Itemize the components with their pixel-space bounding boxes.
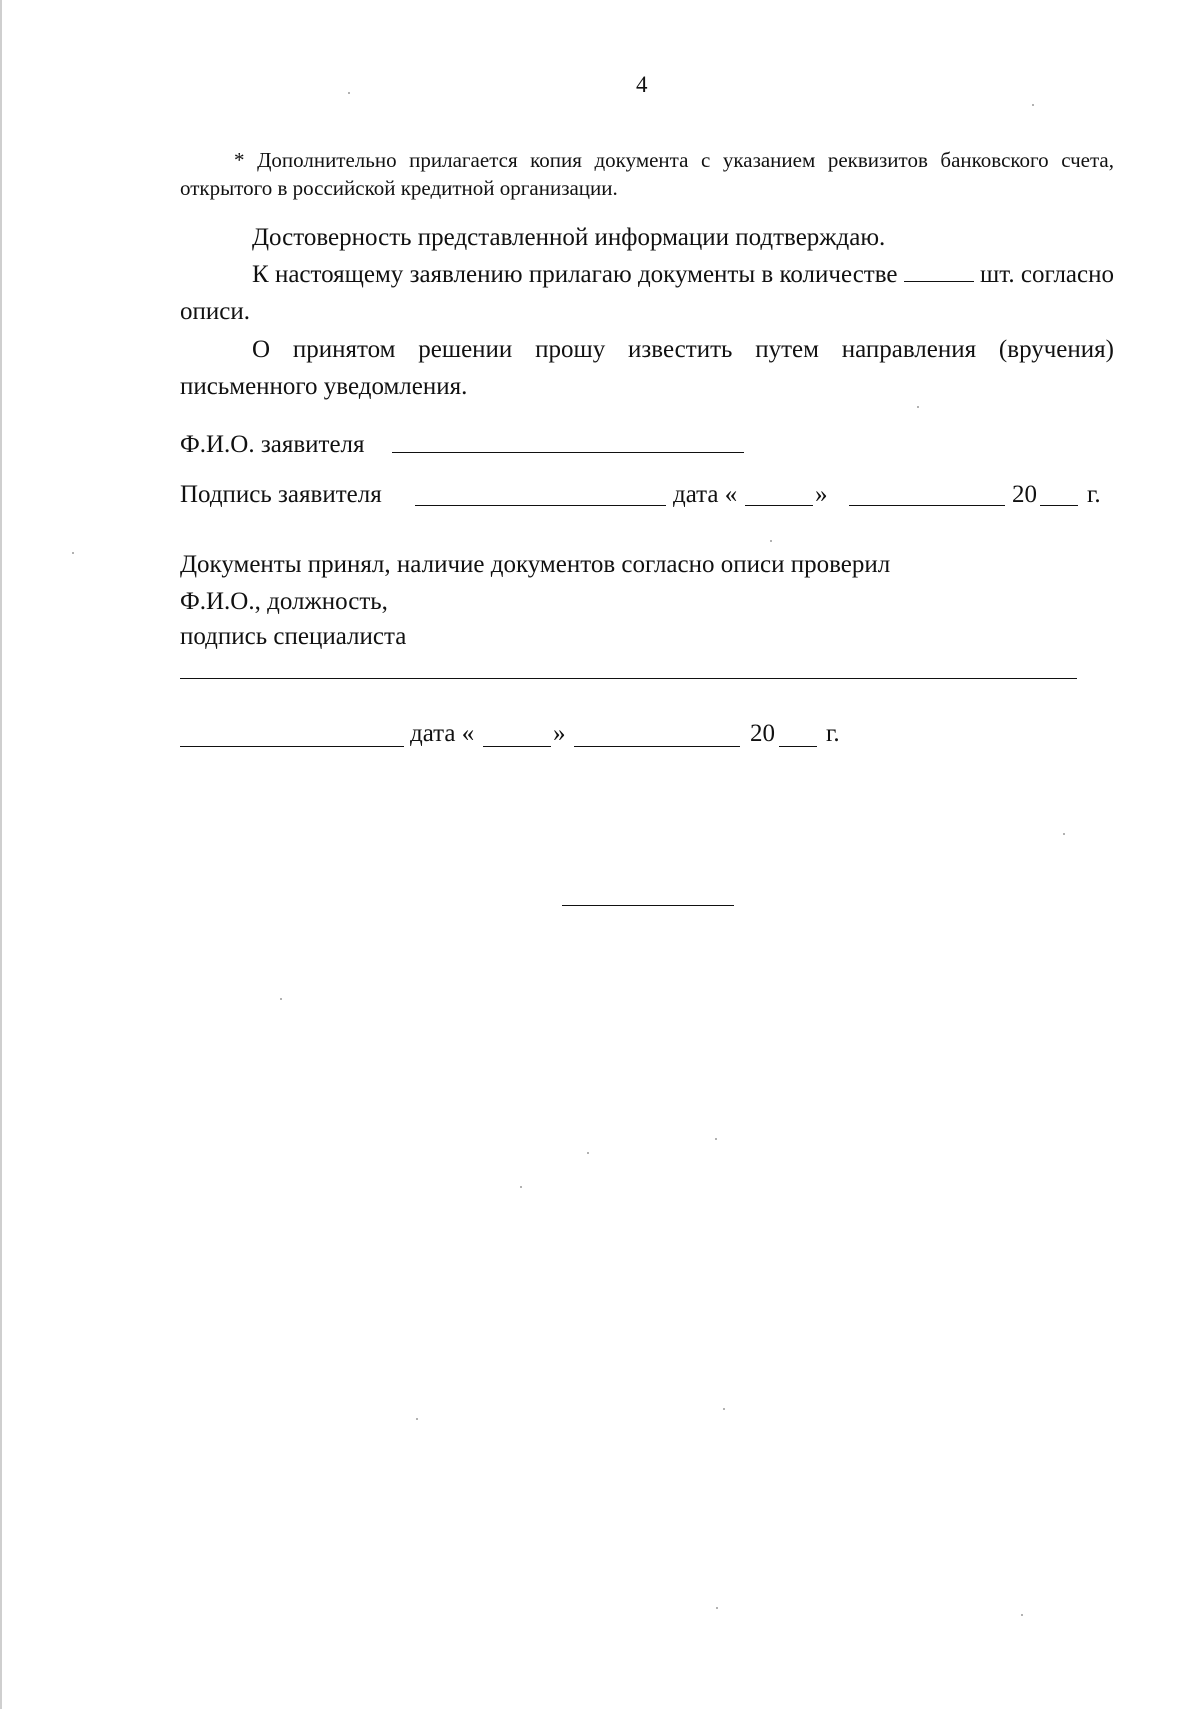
- paragraph-notify: О принятом решении прошу известить путем направления (вручения) письменного уведомления.: [180, 336, 1114, 400]
- specialist-date-day-field[interactable]: [483, 746, 551, 747]
- specialist-details-field[interactable]: [180, 678, 1077, 679]
- paragraph-attachments: [180, 256, 1114, 330]
- footnote: * Дополнительно прилагается копия документа с указанием реквизитов банковского счета, открытого в российской кредитной организации.: [180, 148, 1114, 200]
- applicant-signature-field[interactable]: [415, 505, 666, 506]
- applicant-year-suffix: г.: [1087, 481, 1101, 508]
- specialist-signature-field[interactable]: [180, 746, 404, 747]
- applicant-date-label-open: дата «: [673, 481, 738, 508]
- applicant-date-month-field[interactable]: [849, 505, 1005, 506]
- scan-speck: [716, 1607, 718, 1609]
- scan-speck: [770, 540, 772, 542]
- applicant-date-label-close: »: [815, 481, 828, 508]
- scan-speck: [348, 92, 350, 94]
- specialist-date-label-close: »: [553, 720, 566, 747]
- applicant-signature-label: Подпись заявителя: [180, 481, 382, 508]
- specialist-signature-label: подпись специалиста: [180, 623, 407, 650]
- specialist-date-label-open: дата «: [410, 720, 475, 747]
- attachments-count-blank[interactable]: [904, 259, 974, 282]
- applicant-name-field[interactable]: [392, 452, 744, 453]
- end-of-document-divider: [562, 905, 734, 906]
- scan-speck: [715, 1138, 717, 1140]
- scan-speck: [723, 1408, 725, 1410]
- specialist-year-prefix: 20: [750, 720, 775, 747]
- applicant-name-label: Ф.И.О. заявителя: [180, 431, 365, 458]
- scan-speck: [1021, 1614, 1023, 1616]
- specialist-date-month-field[interactable]: [574, 746, 740, 747]
- scan-left-edge: [0, 0, 2, 1709]
- applicant-date-day-field[interactable]: [745, 505, 813, 506]
- attachments-text-after: шт. согласно описи.: [180, 261, 1114, 325]
- applicant-year-prefix: 20: [1012, 481, 1037, 508]
- page-number: 4: [636, 72, 648, 97]
- specialist-statement: Документы принял, наличие документов согласно описи проверил: [180, 551, 891, 578]
- scan-speck: [520, 1186, 522, 1188]
- scan-speck: [416, 1418, 418, 1420]
- scan-speck: [1063, 833, 1065, 835]
- specialist-position-label: Ф.И.О., должность,: [180, 588, 388, 615]
- specialist-year-field[interactable]: [779, 746, 817, 747]
- specialist-year-suffix: г.: [826, 720, 840, 747]
- scan-speck: [917, 406, 919, 408]
- scan-speck: [587, 1152, 589, 1154]
- scan-speck: [1032, 104, 1034, 106]
- paragraph-confirm: Достоверность представленной информации подтверждаю.: [252, 224, 886, 251]
- attachments-text-before: К настоящему заявлению прилагаю документы в количестве: [252, 261, 898, 288]
- scan-speck: [280, 998, 282, 1000]
- applicant-year-field[interactable]: [1040, 505, 1078, 506]
- scan-speck: [72, 552, 74, 554]
